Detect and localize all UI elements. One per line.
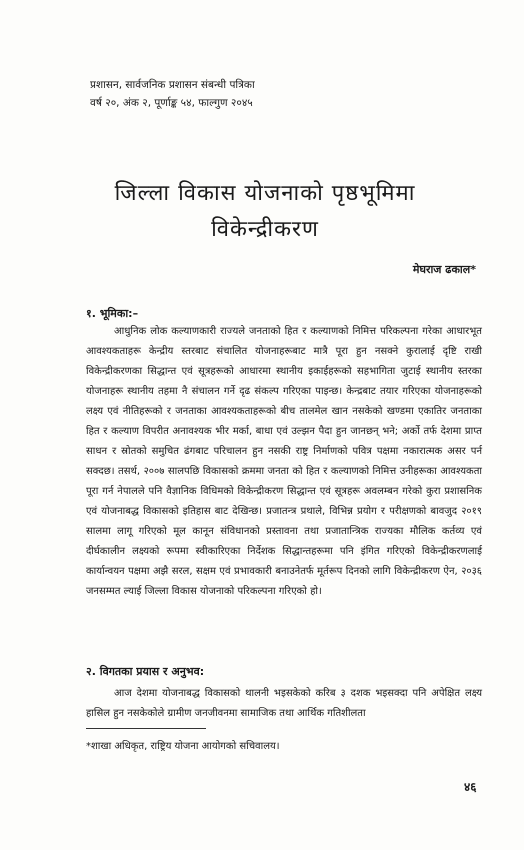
title-line-2: विकेन्द्रीकरण (211, 217, 319, 242)
paragraph-introduction: आधुनिक लोक कल्याणकारी राज्यले जनताको हित र कल्याणको निमित्त परिकल्पना गरेका आधारभूत आवश्यकताहरू केन्द्रीय स्तरबाट संचालित योजनाहरूबाट मात्रै पूरा हुन नसक्ने कुरालाई दृष्टि राखी विकेन्द्रीकरणका सिद्धान्त एवं सूत्रहरूको आधारमा स्थानीय इकाईहरूको सहभागिता जुटाई स्थानीय स्तरका योजनाहरू स्थानीय तहमा नै संचालन गर्ने दृढ संकल्प गरिएका पाइन्छ। केन्द्रबाट तयार गरिएका योजनाहरूको लक्ष्य एवं नीतिहरूको र जनताका आवश्यकताहरूको बीच तालमेल खान नसकेको खण्डमा एकातिर जनताका हित र कल्याण विपरीत अनावश्यक भीर मर्का, बाधा एवं उल्झन पैदा हुन जानछन् भने; अर्को तर्फ देशमा प्राप्त साधन र स्रोतको समुचित ढंगबाट परिचालन हुन नसकी राष्ट्र निर्माणको पवित्र पक्षमा नकारात्मक असर पर्न सक्दछ। तसर्थ, २००७ सालपछि विकासको क्रममा जनता को हित र कल्याणको निमित्त उनीहरूका आवश्यकता पूरा गर्न नेपालले पनि वैज्ञानिक विधिमको विकेन्द्रीकरण सिद्धान्त एवं सूत्रहरू अवलम्बन गरेको कुरा प्रशासनिक एवं योजनाबद्ध विकासको इतिहास बाट देखिन्छ। प्रजातन्त्र प्रथाले, विभिन्न प्रयोग र परीक्षणको बावजुद २०१९ सालमा लागू गरिएको मूल कानून संविधानको प्रस्तावना तथा प्रजातान्त्रिक राज्यका मौलिक कर्तव्य एवं दीर्घकालीन लक्ष्यको रूपमा स्वीकारिएका निर्देशक सिद्धान्तहरूमा पनि इंगित गरिएको विकेन्द्रीकरणलाई कार्यान्वयन पक्षमा अझै सरल, सक्षम एवं प्रभावकारी बनाउनेतर्फ मूर्तरूप दिनको लागि विकेन्द्रीकरण ऐन, २०३६ जनसम्मत ल्याई जिल्ला विकास योजनाको परिकल्पना गरिएको हो। (86, 326, 482, 597)
journal-name: प्रशासन, सार्वजनिक प्रशासन संबन्धी पत्रिका (90, 79, 255, 91)
journal-header (90, 76, 255, 112)
page-number: ४६ (464, 780, 477, 794)
issue-info: वर्ष २०, अंक २, पूर्णाङ्क ५४, फाल्गुण २०४५ (90, 97, 253, 109)
article-title (60, 176, 470, 248)
footnote-divider (86, 728, 206, 729)
section-heading-past-efforts: २. विगतका प्रयास र अनुभव: (86, 665, 205, 678)
paragraph-past-efforts: आज देशमा योजनाबद्ध विकासको थालनी भइसकेको करिब ३ दशक भइसक्दा पनि अपेक्षित लक्ष्य हासिल हुन नसकेकोले ग्रामीण जनजीवनमा सामाजिक तथा आर्थिक गतिशीलता (86, 688, 482, 719)
footnote: *शाखा अधिकृत, राष्ट्रिय योजना आयोगको सचिवालय। (86, 741, 280, 752)
author-name: मेघराज ढकाल* (412, 263, 476, 276)
title-line-1: जिल्ला विकास योजनाको पृष्ठभूमिमा (114, 181, 416, 206)
section-heading-introduction: १. भूमिका:– (86, 307, 139, 320)
